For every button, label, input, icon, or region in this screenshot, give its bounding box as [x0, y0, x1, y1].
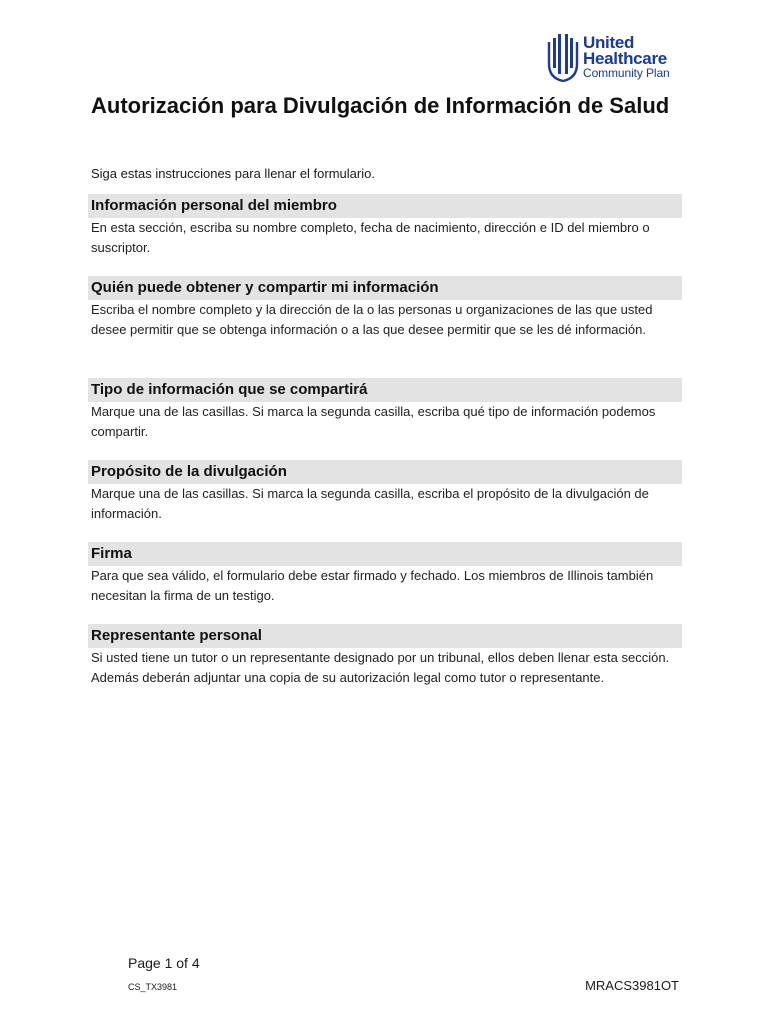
section-signature	[88, 542, 682, 606]
section-body: Para que sea válido, el formulario debe estar firmado y fechado. Los miembros de Illinois también necesitan la firma de un testigo.	[91, 568, 654, 603]
section-heading: Firma	[88, 542, 682, 566]
unitedhealthcare-shield-icon	[546, 34, 580, 82]
section-heading: Información personal del miembro	[88, 194, 682, 218]
section-body: Escriba el nombre completo y la dirección de la o las personas u organizaciones de las que usted desee permitir que se obtenga información o a las que desee permitir que se les dé información.	[91, 302, 653, 337]
section-body: Marque una de las casillas. Si marca la segunda casilla, escriba qué tipo de información podemos compartir.	[91, 404, 656, 439]
page-number: Page 1 of 4	[128, 955, 200, 971]
section-body: Si usted tiene un tutor o un representante designado por un tribunal, ellos deben llenar esta sección. Además deberán adjuntar una copia de su autorización legal como tutor o representante.	[91, 650, 670, 685]
logo-community-plan: Community Plan	[583, 66, 670, 80]
section-purpose	[88, 460, 682, 524]
section-heading: Tipo de información que se compartirá	[88, 378, 682, 402]
section-info-type	[88, 378, 682, 442]
intro-text: Siga estas instrucciones para llenar el formulario.	[91, 166, 375, 181]
form-code-left: CS_TX3981	[128, 982, 178, 992]
logo-healthcare: Healthcare	[583, 49, 667, 68]
document-title: Autorización para Divulgación de Información de Salud	[91, 93, 670, 118]
section-body: En esta sección, escriba su nombre completo, fecha de nacimiento, dirección e ID del miembro o suscriptor.	[91, 220, 650, 255]
form-code-right: MRACS3981OT	[585, 978, 679, 993]
unitedhealthcare-logo	[546, 34, 686, 82]
logo-united: United	[583, 33, 635, 52]
section-heading: Propósito de la divulgación	[88, 460, 682, 484]
section-body: Marque una de las casillas. Si marca la segunda casilla, escriba el propósito de la divulgación de información.	[91, 486, 649, 521]
section-personal-info	[88, 194, 682, 258]
section-who-can-share	[88, 276, 682, 340]
section-heading: Representante personal	[88, 624, 682, 648]
section-heading: Quién puede obtener y compartir mi información	[88, 276, 682, 300]
section-personal-representative	[88, 624, 682, 688]
